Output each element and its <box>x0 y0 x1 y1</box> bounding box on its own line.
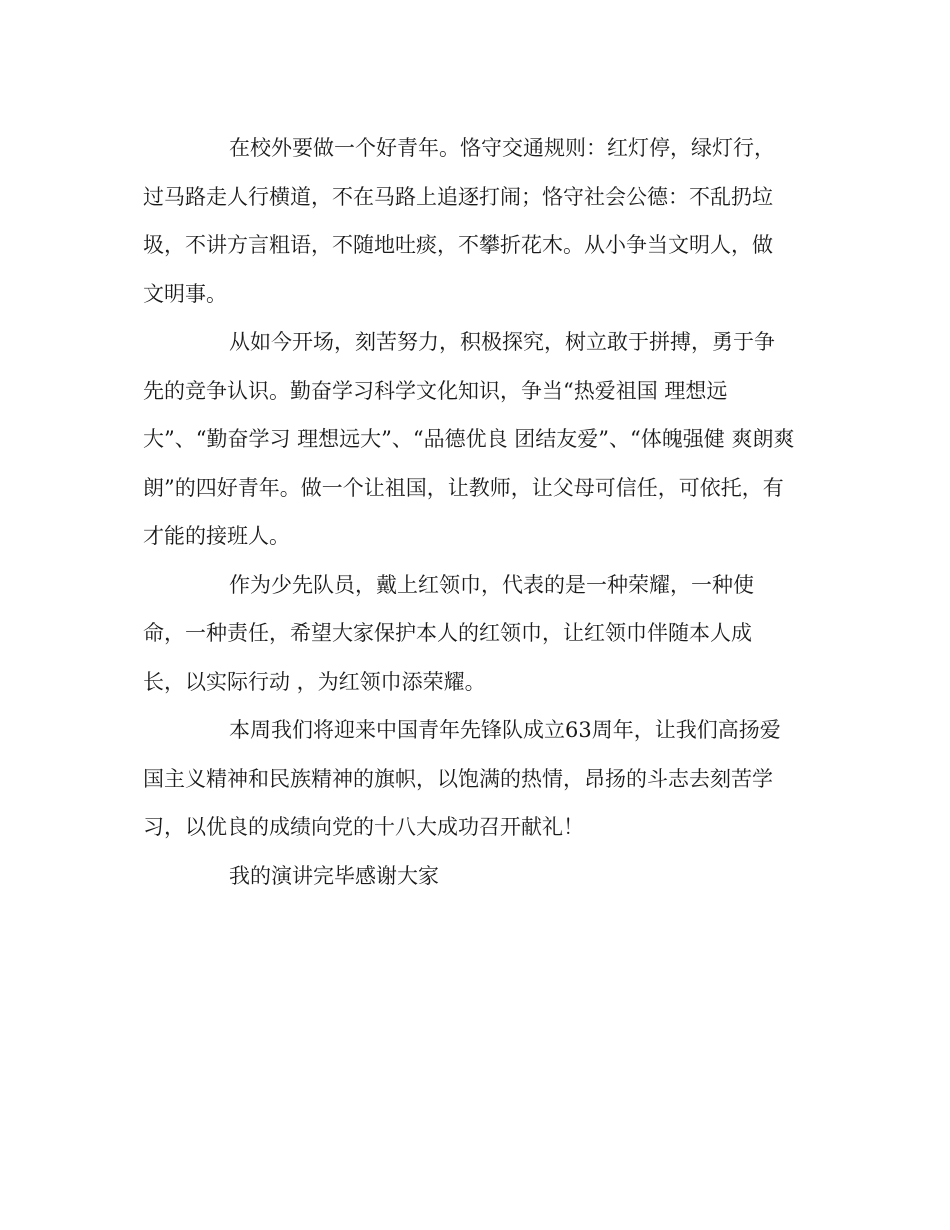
paragraph-anniversary: 本周我们将迎来中国青年先锋队成立63周年，让我们高扬爱 国主义精神和民族精神的旗帜，以饱满的热情，昂扬的斗志去刻苦学 习，以优良的成绩向党的十八大成功召开献礼！ <box>143 718 781 839</box>
document-body <box>143 124 808 900</box>
paragraph-red-scarf: 作为少先队员，戴上红领巾，代表的是一种荣耀，一种使 命，一种责任，希望大家保护本人的红领巾，让红领巾伴随本人成 长，以实际行动 ，为红领巾添荣耀。 <box>143 572 754 694</box>
paragraph-closing: 我的演讲完毕感谢大家 <box>229 863 439 888</box>
paragraph-study-hard: 从如今开场，刻苦努力，积极探究，树立敢于拼搏，勇于争 先的竞争认识。勤奋学习科学文化知识，争当“热爱祖国 理想远 大”、“勤奋学习 理想远大”、“品德优良 团结友爱”、“体魄强健 爽朗爽 朗”的四好青年。做一个让祖国，让教师，让父母可信任，可依托，有 才能的接班人。 <box>143 330 795 548</box>
paragraph-traffic-rules: 在校外要做一个好青年。恪守交通规则：红灯停，绿灯行， 过马路走人行横道，不在马路上追逐打闹；恪守社会公德：不乱扔垃 圾，不讲方言粗语，不随地吐痰，不攀折花木。从小争当文明人，做 文明事。 <box>143 136 775 306</box>
